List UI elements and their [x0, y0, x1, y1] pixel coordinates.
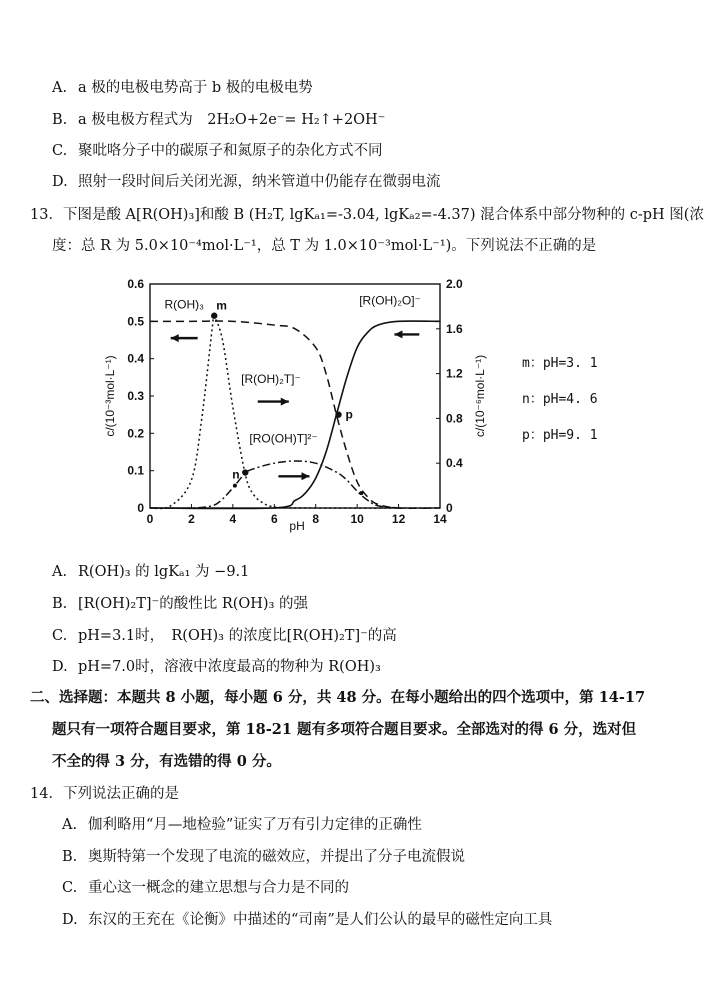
- point-p: [335, 411, 341, 417]
- y-left-tick-label: 0.2: [127, 426, 144, 441]
- y-left-axis-label: c/(10⁻³mol·L⁻¹): [103, 355, 117, 437]
- q13-option-c: C. pH=3.1时， R(OH)₃ 的浓度比[R(OH)₂T]⁻的高: [52, 628, 397, 644]
- y-right-tick-label: 1.6: [446, 321, 463, 336]
- series-line: [150, 461, 399, 508]
- y-left-tick-label: 0.3: [127, 389, 144, 403]
- y-left-tick-label: 0: [137, 501, 144, 515]
- x-tick-label: 12: [391, 512, 406, 526]
- prev-option-c: C. 聚吡咯分子中的碳原子和氮原子的杂化方式不同: [52, 143, 383, 159]
- y-right-tick-label: 2.0: [446, 277, 463, 291]
- x-tick-label: 2: [188, 512, 195, 526]
- y-right-tick-label: 0.4: [446, 456, 463, 471]
- q14-option-a: A. 伽利略用“月—地检验”证实了万有引力定律的正确性: [62, 817, 422, 833]
- y-left-tick-label: 0.4: [127, 351, 144, 366]
- q14-stem: 14．下列说法正确的是: [30, 786, 179, 802]
- q14-option-d: D. 东汉的王充在《论衡》中描述的“司南”是人们公认的最早的磁性定向工具: [62, 912, 553, 928]
- chart-series: [150, 316, 440, 509]
- point-m: [211, 313, 217, 319]
- q13-option-d: D. pH=7.0时，溶液中浓度最高的物种为 R(OH)₃: [52, 659, 381, 675]
- label-roohT: [RO(OH)T]²⁻: [249, 431, 318, 446]
- y-right-tick-label: 0.8: [446, 411, 463, 426]
- y-left-tick-label: 0.5: [127, 314, 144, 329]
- point-n: [242, 469, 248, 475]
- q13-stem-line1: 13．下图是酸 A[R(OH)₃]和酸 B (H₂T, lgKₐ₁=-3.04, lgKₐ₂=-4.37) 混合体系中部分物种的 c-pH 图(浓: [30, 207, 704, 223]
- y-right-axis-label: c/(10⁻⁶mol·L⁻¹): [473, 354, 487, 438]
- y-left-tick-label: 0.1: [127, 463, 144, 478]
- x-tick-label: 4: [229, 512, 237, 526]
- x-tick-label: 10: [350, 512, 364, 526]
- note-n: n：pH=4. 6: [522, 392, 598, 407]
- section2-line2: 题只有一项符合题目要求，第 18-21 题有多项符合题目要求。全部选对的得 6 分，选对但: [52, 721, 637, 738]
- q14-option-b: B. 奥斯特第一个发现了电流的磁效应，并提出了分子电流假说: [62, 849, 465, 865]
- x-tick-label: 14: [433, 512, 447, 526]
- x-axis-label: pH: [289, 519, 305, 533]
- q13-stem-line2: 度：总 R 为 5.0×10⁻⁴mol·L⁻¹，总 T 为 1.0×10⁻³mol·L⁻¹)。下列说法不正确的是: [52, 238, 597, 254]
- y-left-tick-label: 0.6: [127, 277, 144, 291]
- curve-dot: [359, 491, 363, 495]
- section2-line3: 不全的得 3 分，有选错的得 0 分。: [52, 753, 281, 770]
- q14-option-c: C. 重心这一概念的建立思想与合力是不同的: [62, 880, 349, 896]
- prev-option-d: D. 照射一段时间后关闭光源，纳米管道中仍能存在微弱电流: [52, 174, 441, 190]
- y-right-tick-label: 0: [446, 501, 453, 515]
- prev-option-b: B. a 极电极方程式为 2H₂O+2e⁻= H₂↑+2OH⁻: [52, 112, 386, 128]
- arrow-right-roohT-head: [302, 472, 310, 480]
- arrow-left-roh3-head: [171, 334, 179, 342]
- c-ph-chart: [95, 272, 485, 540]
- point-label-n: n: [232, 467, 240, 482]
- note-m: m：pH=3. 1: [522, 356, 598, 371]
- label-roh2o: [R(OH)₂O]⁻: [359, 293, 421, 308]
- curve-dot: [233, 484, 237, 488]
- x-tick-label: 8: [312, 512, 320, 526]
- q13-option-b: B. [R(OH)₂T]⁻的酸性比 R(OH)₃ 的强: [52, 596, 309, 612]
- section2-line1: 二、选择题：本题共 8 小题，每小题 6 分，共 48 分。在每小题给出的四个选项中，第 14-17: [30, 689, 646, 706]
- y-right-tick-label: 1.2: [446, 366, 463, 381]
- chart-arrows: [171, 330, 420, 480]
- label-roh2t: [R(OH)₂T]⁻: [241, 371, 301, 386]
- point-label-m: m: [216, 298, 227, 313]
- label-roh3: R(OH)₃: [164, 297, 205, 312]
- arrow-left-roh2o-head: [394, 330, 402, 338]
- series-line: [150, 321, 440, 508]
- series-line: [150, 321, 440, 508]
- point-label-p: p: [345, 407, 353, 422]
- prev-option-a: A. a 极的电极电势高于 b 极的电极电势: [52, 80, 313, 96]
- x-tick-label: 6: [270, 512, 278, 526]
- arrow-right-roh2t-head: [281, 398, 289, 406]
- note-p: p：pH=9. 1: [522, 428, 598, 443]
- series-line: [150, 316, 440, 509]
- q13-option-a: A. R(OH)₃ 的 lgKₐ₁ 为 −9.1: [52, 564, 250, 580]
- x-tick-label: 0: [146, 512, 154, 526]
